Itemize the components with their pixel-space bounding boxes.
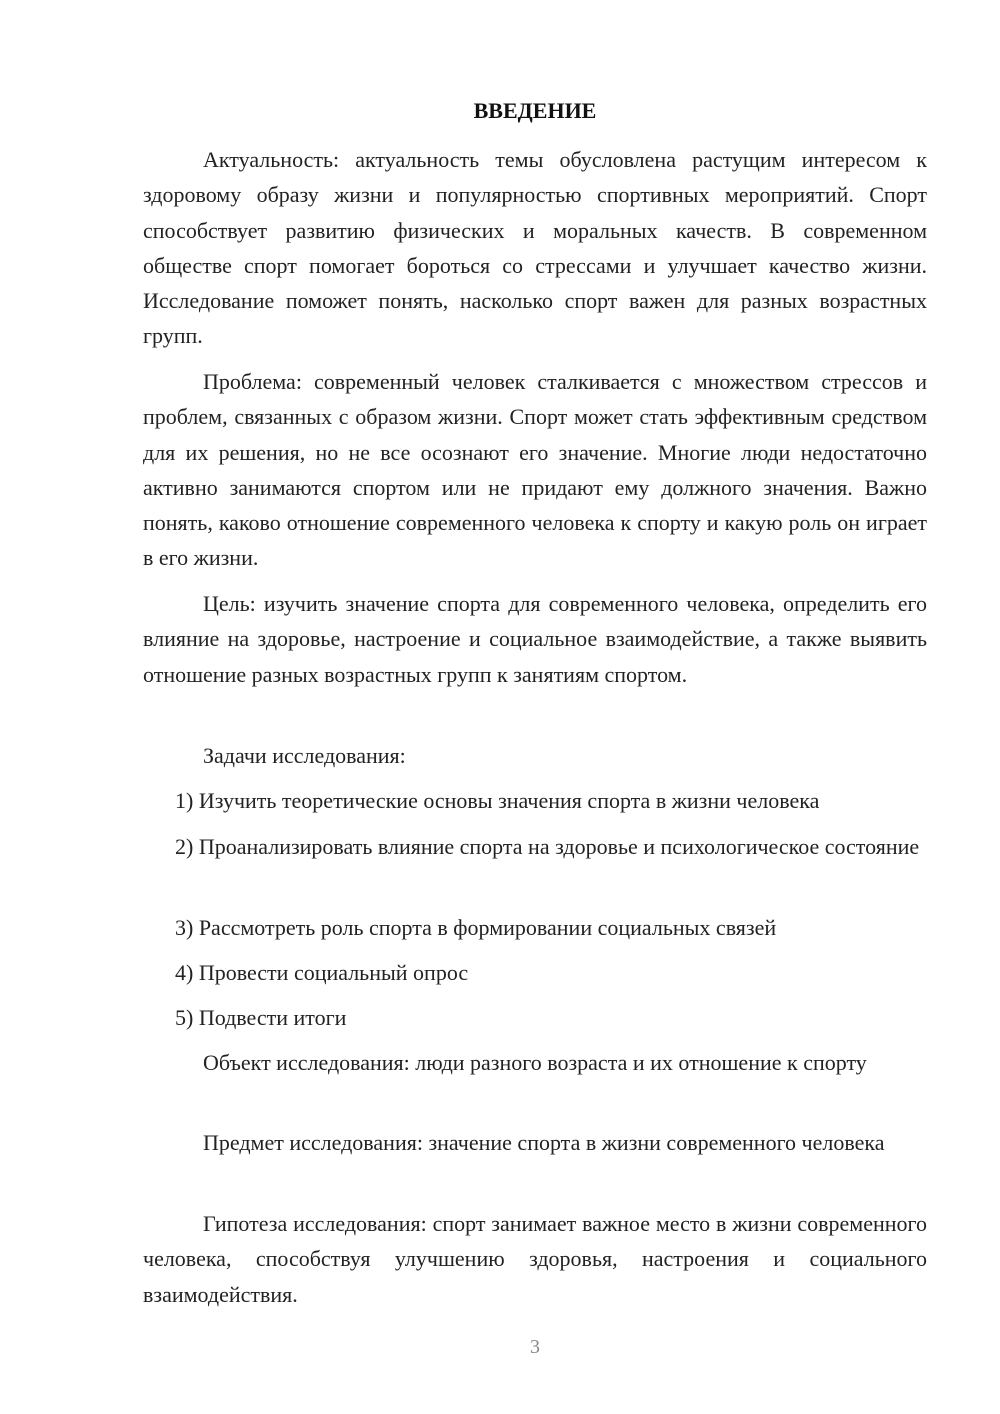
tasks-heading: Задачи исследования: <box>203 743 406 768</box>
goal-paragraph: Цель: изучить значение спорта для современного человека, определить его влияние на здоровье, настроение и социальное взаимодействие, а также выявить отношение разных возрастных групп к занятиям спортом. <box>143 591 927 687</box>
page-number: 3 <box>530 1336 540 1358</box>
relevance-paragraph: Актуальность: актуальность темы обусловлена растущим интересом к здоровому образу жизни и популярностью спортивных мероприятий. Спорт способствует развитию физических и моральных качеств. В современном обществе спорт помогает бороться со стрессами и улучшает качество жизни. Исследование поможет понять, насколько спорт важен для разных возрастных групп. <box>143 147 927 349</box>
task-item-2: 2) Проанализировать влияние спорта на здоровье и психологическое состояние <box>175 834 920 859</box>
subject-paragraph: Предмет исследования: значение спорта в жизни современного человека <box>203 1130 885 1155</box>
problem-paragraph: Проблема: современный человек сталкивается с множеством стрессов и проблем, связанных с образом жизни. Спорт может стать эффективным средством для их решения, но не все осознают его значение. Многие люди недостаточно активно занимаются спортом или не придают ему должного значения. Важно понять, каково отношение современного человека к спорту и какую роль он играет в его жизни. <box>143 369 927 571</box>
document-page <box>143 0 927 1414</box>
object-paragraph: Объект исследования: люди разного возраста и их отношение к спорту <box>203 1050 867 1075</box>
task-item-1: 1) Изучить теоретические основы значения спорта в жизни человека <box>175 788 820 813</box>
task-item-5: 5) Подвести итоги <box>175 1005 347 1030</box>
task-item-4: 4) Провести социальный опрос <box>175 960 469 985</box>
task-item-3: 3) Рассмотреть роль спорта в формировании социальных связей <box>175 915 777 940</box>
page-title: ВВЕДЕНИЕ <box>473 98 597 123</box>
hypothesis-paragraph: Гипотеза исследования: спорт занимает важное место в жизни современного человека, способствуя улучшению здоровья, настроения и социального взаимодействия. <box>143 1211 927 1307</box>
